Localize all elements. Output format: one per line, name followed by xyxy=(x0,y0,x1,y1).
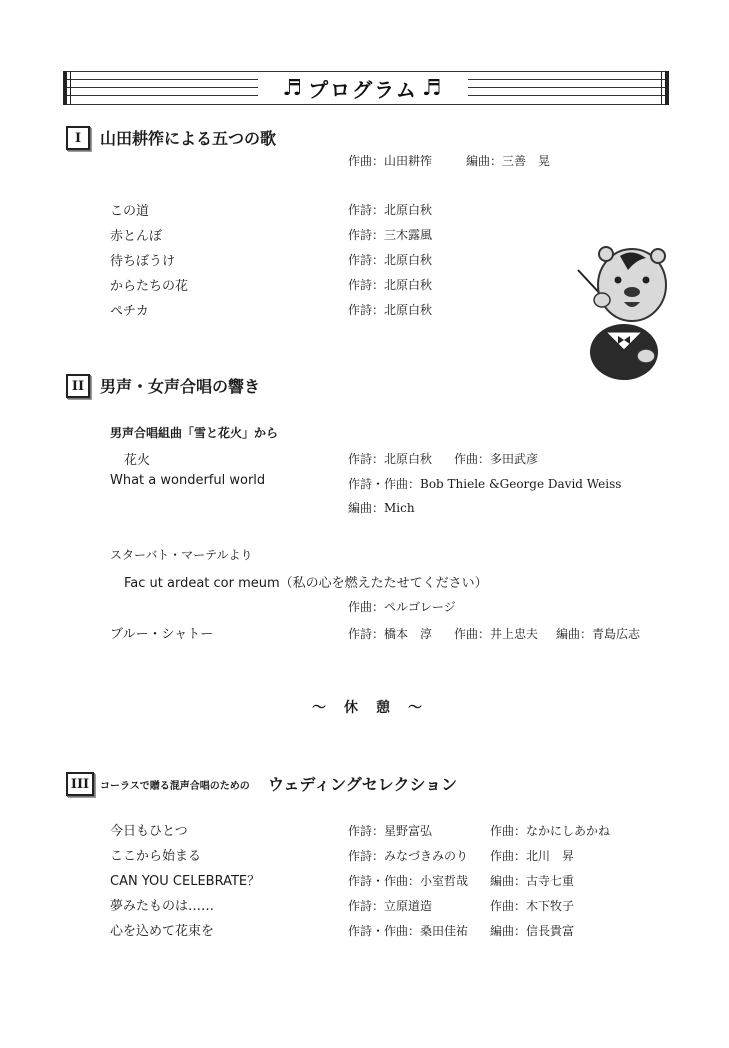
song-credit: 編曲：青島広志 xyxy=(556,627,641,641)
suite-title: 男声合唱組曲「雪と花火」から xyxy=(110,426,279,440)
song-title: 心を込めて花束を xyxy=(110,924,215,939)
song-title: 赤とんぼ xyxy=(110,229,163,244)
song-credit: 作曲：ペルゴレージ xyxy=(348,600,456,614)
page-title-text: プログラム xyxy=(308,77,418,102)
song-credit: 作詩・作曲：桑田佳祐 xyxy=(348,924,469,938)
section-1-composer: 作曲：山田耕筰 xyxy=(348,154,433,168)
section-numeral-1: I xyxy=(66,126,90,150)
song-title: ペチカ xyxy=(110,304,149,319)
song-credit: 作曲：多田武彦 xyxy=(454,452,539,466)
song-credit: 作詩：三木露風 xyxy=(348,228,433,242)
song-credit: 作詩・作曲：Bob Thiele &George David Weiss xyxy=(348,477,622,491)
song-credit: 作詩：星野富弘 xyxy=(348,824,433,838)
page-title xyxy=(258,72,468,104)
song-title: 夢みたものは…… xyxy=(110,899,215,914)
song-credit: 作詩：北原白秋 xyxy=(348,203,433,217)
song-title: からたちの花 xyxy=(110,279,189,294)
song-title: 待ちぼうけ xyxy=(110,254,176,269)
song-title: CAN YOU CELEBRATE？ xyxy=(110,874,261,889)
song-title: Fac ut ardeat cor meum（私の心を燃えたたせてください） xyxy=(124,576,488,591)
song-credit: 編曲：古寺七重 xyxy=(490,874,575,888)
section-1-title: 山田耕筰による五つの歌 xyxy=(100,129,277,148)
song-title: 花火 xyxy=(124,453,151,468)
section-1-arranger: 編曲：三善 晃 xyxy=(466,154,551,168)
song-credit: 作詩：北原白秋 xyxy=(348,452,433,466)
song-title: ここから始まる xyxy=(110,849,202,864)
conductor-mascot-illustration xyxy=(566,240,676,380)
section-subheading: スターバト・マーテルより xyxy=(110,548,253,562)
song-credit: 作詩：立原道造 xyxy=(348,899,433,913)
song-title: ブルー・シャトー xyxy=(110,627,214,642)
song-title: 今日もひとつ xyxy=(110,824,188,839)
music-note-icon: ♬ xyxy=(421,75,444,101)
song-credit: 作詩・作曲：小室哲哉 xyxy=(348,874,469,888)
section-3-subtitle: コーラスで贈る混声合唱のための xyxy=(100,781,250,792)
song-title: この道 xyxy=(110,204,150,219)
song-credit: 作詩：北原白秋 xyxy=(348,278,433,292)
section-numeral-2: II xyxy=(66,374,90,398)
song-credit: 作詩：橋本 淳 xyxy=(348,627,433,641)
song-credit: 作詩：北原白秋 xyxy=(348,303,433,317)
song-credit: 編曲：Mich xyxy=(348,501,415,515)
song-credit: 作詩：みなづきみのり xyxy=(348,849,469,863)
song-title: What a wonderful world xyxy=(110,473,266,488)
song-credit: 作曲：井上忠夫 xyxy=(454,627,539,641)
song-credit: 作曲：北川 昇 xyxy=(490,849,575,863)
song-credit: 編曲：信長貴富 xyxy=(490,924,575,938)
music-note-icon: ♬ xyxy=(282,75,305,101)
section-2-title: 男声・女声合唱の響き xyxy=(100,377,261,396)
section-3-title: ウェディングセレクション xyxy=(268,775,458,794)
section-numeral-3: III xyxy=(66,772,94,796)
intermission: 〜 休 憩 〜 xyxy=(312,700,424,716)
song-credit: 作曲：木下牧子 xyxy=(490,899,575,913)
song-credit: 作詩：北原白秋 xyxy=(348,253,433,267)
song-credit: 作曲：なかにしあかね xyxy=(490,824,611,838)
